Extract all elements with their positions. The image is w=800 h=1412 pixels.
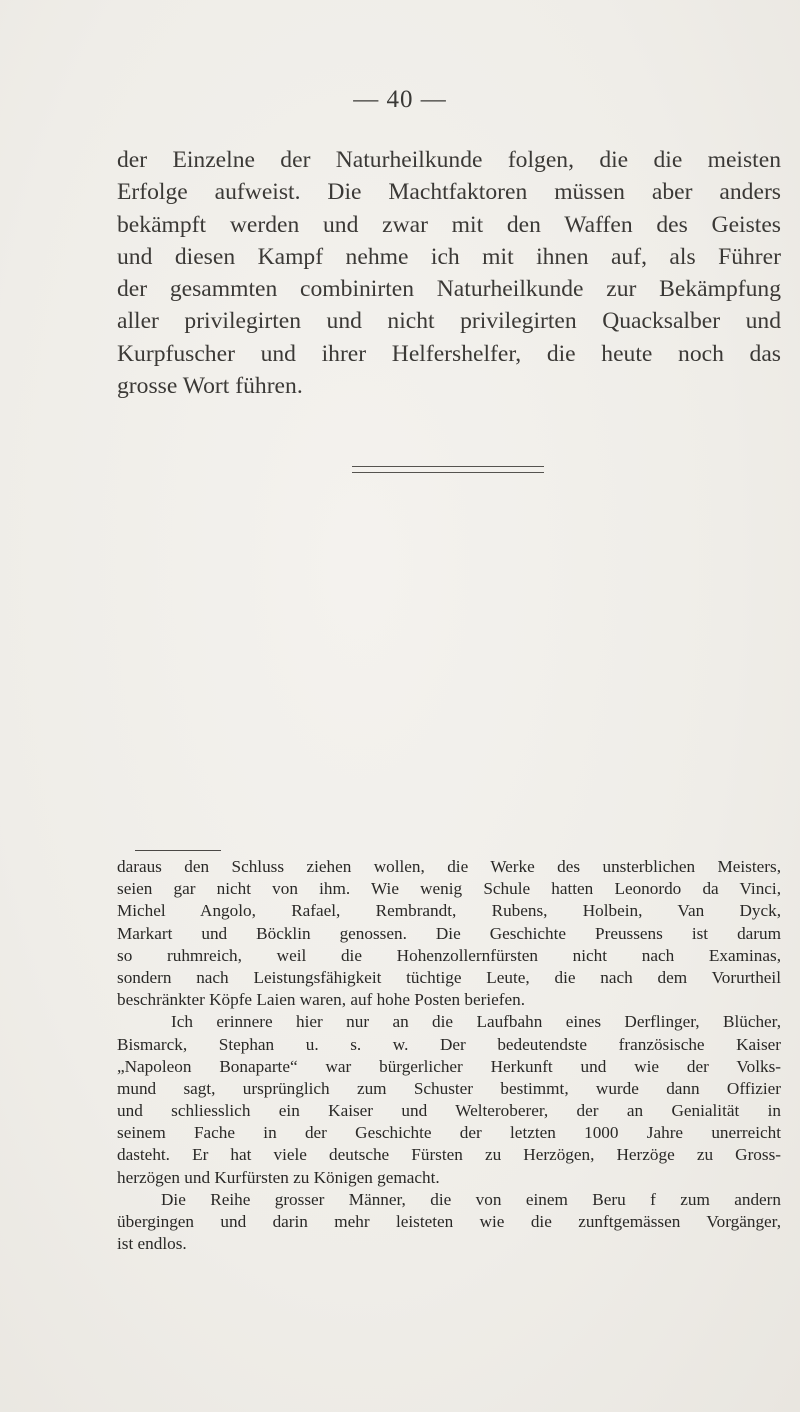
footnote-line: dasteht. Er hat viele deutsche Fürsten zu Herzögen, Herzöge zu Gross- bbox=[117, 1145, 781, 1165]
main-paragraph bbox=[117, 144, 781, 402]
footnote-line: so ruhmreich, weil die Hohenzollernfürsten nicht nach Examinas, bbox=[117, 945, 781, 965]
footnote-line: seinem Fache in der Geschichte der letzten 1000 Jahre unerreicht bbox=[117, 1123, 781, 1143]
footnote-line: mund sagt, ursprünglich zum Schuster bestimmt, wurde dann Offizier bbox=[117, 1078, 781, 1098]
footnote-line: Ich erinnere hier nur an die Laufbahn eines Derflinger, Blücher, bbox=[171, 1012, 781, 1032]
text-line: und diesen Kampf nehme ich mit ihnen auf, als Führer bbox=[117, 243, 781, 270]
footnote-line: beschränkter Köpfe Laien waren, auf hohe Posten beriefen. bbox=[117, 990, 526, 1010]
text-line: der Einzelne der Naturheilkunde folgen, die die meisten bbox=[117, 147, 781, 173]
footnote-line: ist endlos. bbox=[117, 1234, 187, 1254]
footnote-line: Bismarck, Stephan u. s. w. Der bedeutendste französische Kaiser bbox=[117, 1034, 781, 1054]
footnote-divider bbox=[135, 850, 221, 851]
footnote-line: Markart und Böcklin genossen. Die Geschichte Preussens ist darum bbox=[117, 923, 781, 943]
text-line: aller privilegirten und nicht privilegirten Quacksalber und bbox=[117, 308, 781, 335]
footnote-line: Michel Angolo, Rafael, Rembrandt, Rubens, Holbein, Van Dyck, bbox=[117, 901, 781, 921]
text-line: bekämpft werden und zwar mit den Waffen des Geistes bbox=[117, 211, 781, 238]
text-line: grosse Wort führen. bbox=[117, 373, 303, 400]
section-divider bbox=[352, 466, 544, 473]
footnote-line: Die Reihe grosser Männer, die von einem Beru f zum andern bbox=[161, 1189, 781, 1209]
text-line: Erfolge aufweist. Die Machtfaktoren müssen aber anders bbox=[117, 179, 781, 206]
footnote-line: seien gar nicht von ihm. Wie wenig Schule hatten Leonordo da Vinci, bbox=[117, 879, 781, 899]
page-number: — 40 — bbox=[353, 86, 447, 113]
footnote-line: sondern nach Leistungsfähigkeit tüchtige Leute, die nach dem Vorurtheil bbox=[117, 967, 781, 987]
text-line: Kurpfuscher und ihrer Helfershelfer, die heute noch das bbox=[117, 340, 781, 367]
footnote bbox=[117, 856, 781, 1255]
footnote-line: herzögen und Kurfürsten zu Königen gemacht. bbox=[117, 1167, 440, 1187]
footnote-line: und schliesslich ein Kaiser und Welteroberer, der an Genialität in bbox=[117, 1101, 781, 1121]
footnote-line: übergingen und darin mehr leisteten wie die zunftgemässen Vorgänger, bbox=[117, 1212, 781, 1231]
footnote-line: „Napoleon Bonaparte“ war bürgerlicher Herkunft und wie der Volks- bbox=[117, 1056, 781, 1076]
footnote-line: daraus den Schluss ziehen wollen, die Werke des unsterblichen Meisters, bbox=[117, 857, 781, 876]
text-line: der gesammten combinirten Naturheilkunde zur Bekämpfung bbox=[117, 276, 781, 303]
